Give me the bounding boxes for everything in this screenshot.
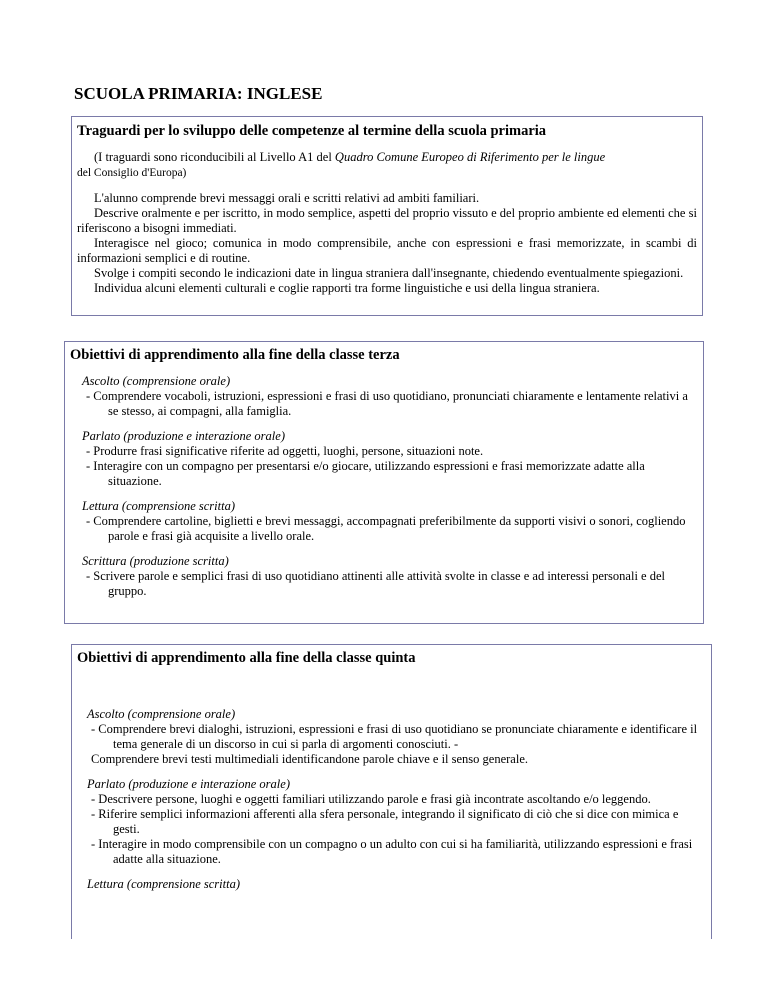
- quinta-title: Obiettivi di apprendimento alla fine della classe quinta: [77, 650, 416, 666]
- section-heading: Lettura (comprensione scritta): [82, 499, 235, 513]
- section-heading: Scrittura (produzione scritta): [82, 554, 229, 568]
- list-item: - Interagire in modo comprensibile con un compagno o un adulto con cui si ha familiarità, utilizzando espressioni e frasi adatte alla situazione.: [91, 837, 693, 866]
- quinta-box: [71, 644, 712, 939]
- terza-ascolto-section: [82, 374, 698, 419]
- traguardi-note-suffix: del Consiglio d'Europa): [77, 167, 187, 179]
- traguardi-paragraph: Svolge i compiti secondo le indicazioni date in lingua straniera dall'insegnante, chiedendo eventualmente spiegazioni.: [94, 266, 684, 280]
- quinta-ascolto-section: [87, 707, 706, 767]
- traguardi-note-italic: Quadro Comune Europeo di Riferimento per le lingue: [334, 150, 606, 164]
- terza-lettura-section: [82, 499, 698, 544]
- section-heading: Parlato (produzione e interazione orale): [87, 777, 290, 791]
- list-item: - Comprendere cartoline, biglietti e brevi messaggi, accompagnati preferibilmente da supporti visivi o sonori, cogliendo parole e frasi già acquisite a livello orale.: [86, 514, 686, 543]
- traguardi-paragraph: Interagisce nel gioco; comunica in modo comprensibile, anche con espressioni e frasi memorizzate, in scambi di informazioni semplici e di routine.: [77, 236, 697, 265]
- traguardi-paragraph: Descrive oralmente e per iscritto, in modo semplice, aspetti del proprio vissuto e del proprio ambiente ed elementi che si riferiscono a bisogni immediati.: [77, 206, 697, 235]
- list-item-continuation: Comprendere brevi testi multimediali identificandone parole chiave e il senso generale.: [91, 752, 528, 766]
- quinta-parlato-section: [87, 777, 706, 867]
- terza-title: Obiettivi di apprendimento alla fine della classe terza: [70, 347, 400, 363]
- list-item: - Descrivere persone, luoghi e oggetti familiari utilizzando parole e frasi già incontrate ascoltando e/o leggendo.: [91, 792, 651, 806]
- section-heading: Lettura (comprensione scritta): [87, 877, 240, 891]
- list-item: - Riferire semplici informazioni afferenti alla sfera personale, integrando il significato di ciò che si dice con mimica e gesti.: [91, 807, 679, 836]
- traguardi-paragraph: Individua alcuni elementi culturali e coglie rapporti tra forme linguistiche e usi della lingua straniera.: [94, 281, 600, 295]
- section-heading: Ascolto (comprensione orale): [82, 374, 231, 388]
- list-item: - Comprendere vocaboli, istruzioni, espressioni e frasi di uso quotidiano, pronunciati chiaramente e lentamente relativi a se stesso, ai compagni, alla famiglia.: [86, 389, 688, 418]
- traguardi-box: [71, 116, 703, 316]
- traguardi-title: Traguardi per lo sviluppo delle competenze al termine della scuola primaria: [77, 123, 547, 139]
- terza-scrittura-section: [82, 554, 698, 599]
- traguardi-paragraph: L'alunno comprende brevi messaggi orali e scritti relativi ad ambiti familiari.: [94, 191, 480, 205]
- list-item: - Scrivere parole e semplici frasi di uso quotidiano attinenti alle attività svolte in classe e ad interessi personali e del gruppo.: [86, 569, 665, 598]
- traguardi-note: [77, 150, 697, 181]
- terza-parlato-section: [82, 429, 698, 489]
- list-item: - Interagire con un compagno per presentarsi e/o giocare, utilizzando espressioni e frasi memorizzate adatte alla situazione.: [86, 459, 645, 488]
- quinta-lettura-section: [87, 877, 706, 892]
- section-heading: Parlato (produzione e interazione orale): [82, 429, 285, 443]
- section-heading: Ascolto (comprensione orale): [87, 707, 236, 721]
- list-item: - Comprendere brevi dialoghi, istruzioni, espressioni e frasi di uso quotidiano se pronunciate chiaramente e identificare il tema generale di un discorso in cui si parla di argomenti conosciuti. -: [91, 722, 698, 751]
- traguardi-note-prefix: (I traguardi sono riconducibili al Livello A1 del: [94, 150, 335, 164]
- list-item: - Produrre frasi significative riferite ad oggetti, luoghi, persone, situazioni note.: [86, 444, 484, 458]
- terza-box: [64, 341, 704, 624]
- page-title: SCUOLA PRIMARIA: INGLESE: [74, 84, 323, 103]
